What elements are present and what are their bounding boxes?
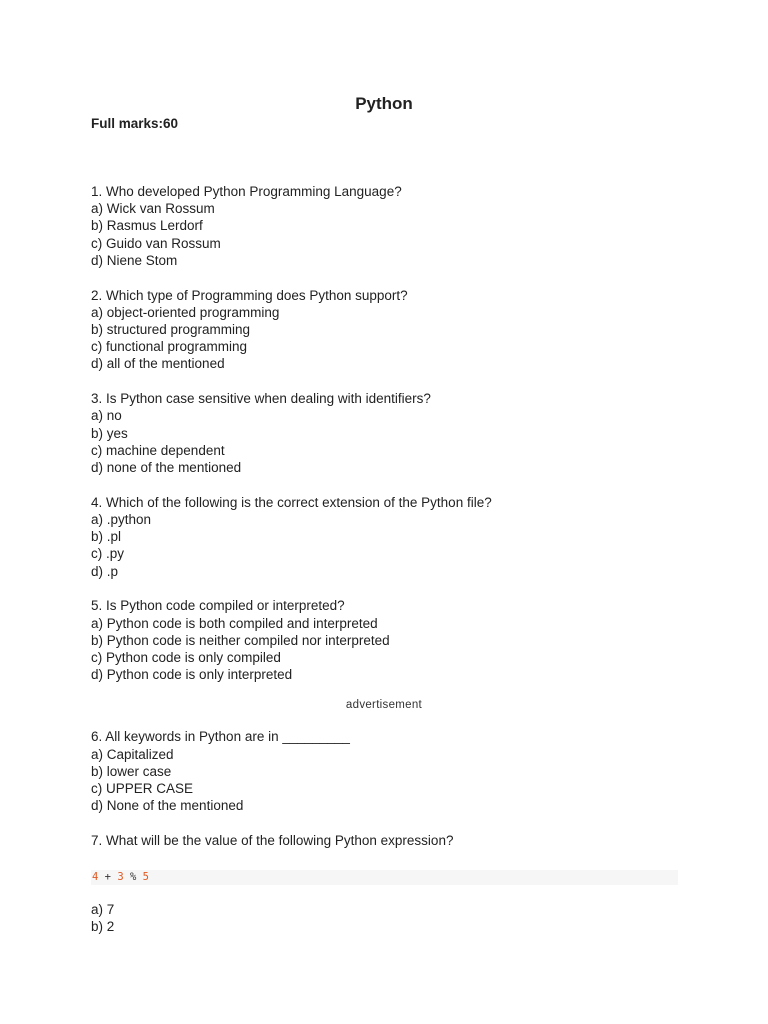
question-text: 2. Which type of Programming does Python support?: [91, 287, 408, 303]
option-a: a) 7: [91, 902, 115, 918]
option-a: a) Capitalized: [91, 746, 174, 762]
option-d: d) none of the mentioned: [91, 460, 242, 476]
option-c: c) Guido van Rossum: [91, 235, 221, 251]
question-text: 4. Which of the following is the correct extension of the Python file?: [91, 494, 492, 510]
option-d: d) Python code is only interpreted: [91, 667, 293, 683]
question-text: 1. Who developed Python Programming Language?: [91, 184, 402, 199]
code-snippet: [91, 870, 678, 885]
option-c: c) UPPER CASE: [91, 781, 194, 797]
question-7: [91, 832, 691, 936]
code-operator: +: [104, 871, 111, 884]
option-d: d) all of the mentioned: [91, 356, 225, 372]
option-b: b) Python code is neither compiled nor interpreted: [91, 632, 390, 648]
option-b: b) lower case: [91, 763, 172, 779]
advertisement-label: advertisement: [345, 699, 423, 712]
option-b: b) .pl: [91, 529, 122, 545]
code-number: 5: [142, 871, 149, 884]
question-3: [91, 390, 691, 476]
option-d: d) Niene Stom: [91, 252, 178, 268]
option-d: d) .p: [91, 563, 119, 579]
option-c: c) Python code is only compiled: [91, 650, 281, 666]
question-1: [91, 183, 691, 269]
code-number: 4: [92, 871, 99, 884]
option-d: d) None of the mentioned: [91, 798, 244, 814]
question-text: 6. All keywords in Python are in _________: [91, 729, 350, 745]
question-2: [91, 287, 691, 373]
question-text: 7. What will be the value of the following Python expression?: [91, 833, 454, 849]
question-4: [91, 494, 691, 580]
option-a: a) object-oriented programming: [91, 304, 280, 320]
option-b: b) structured programming: [91, 322, 251, 338]
option-a: a) .python: [91, 512, 152, 528]
question-6: [91, 728, 691, 814]
code-number: 3: [117, 871, 124, 884]
option-c: c) functional programming: [91, 339, 248, 355]
option-a: a) Python code is both compiled and interpreted: [91, 615, 378, 631]
code-operator: %: [129, 871, 137, 884]
question-5: [91, 597, 691, 683]
option-b: b) Rasmus Lerdorf: [91, 218, 203, 234]
option-c: c) .py: [91, 546, 125, 562]
option-a: a) no: [91, 408, 122, 424]
full-marks-label: Full marks:60: [91, 116, 179, 131]
option-b: b) 2: [91, 919, 115, 935]
option-b: b) yes: [91, 425, 128, 441]
question-text: 3. Is Python case sensitive when dealing with identifiers?: [91, 391, 431, 407]
option-c: c) machine dependent: [91, 442, 225, 458]
option-a: a) Wick van Rossum: [91, 201, 215, 217]
question-text: 5. Is Python code compiled or interpreted?: [91, 598, 345, 614]
document-title: Python: [355, 94, 413, 113]
question-list: [91, 183, 691, 936]
